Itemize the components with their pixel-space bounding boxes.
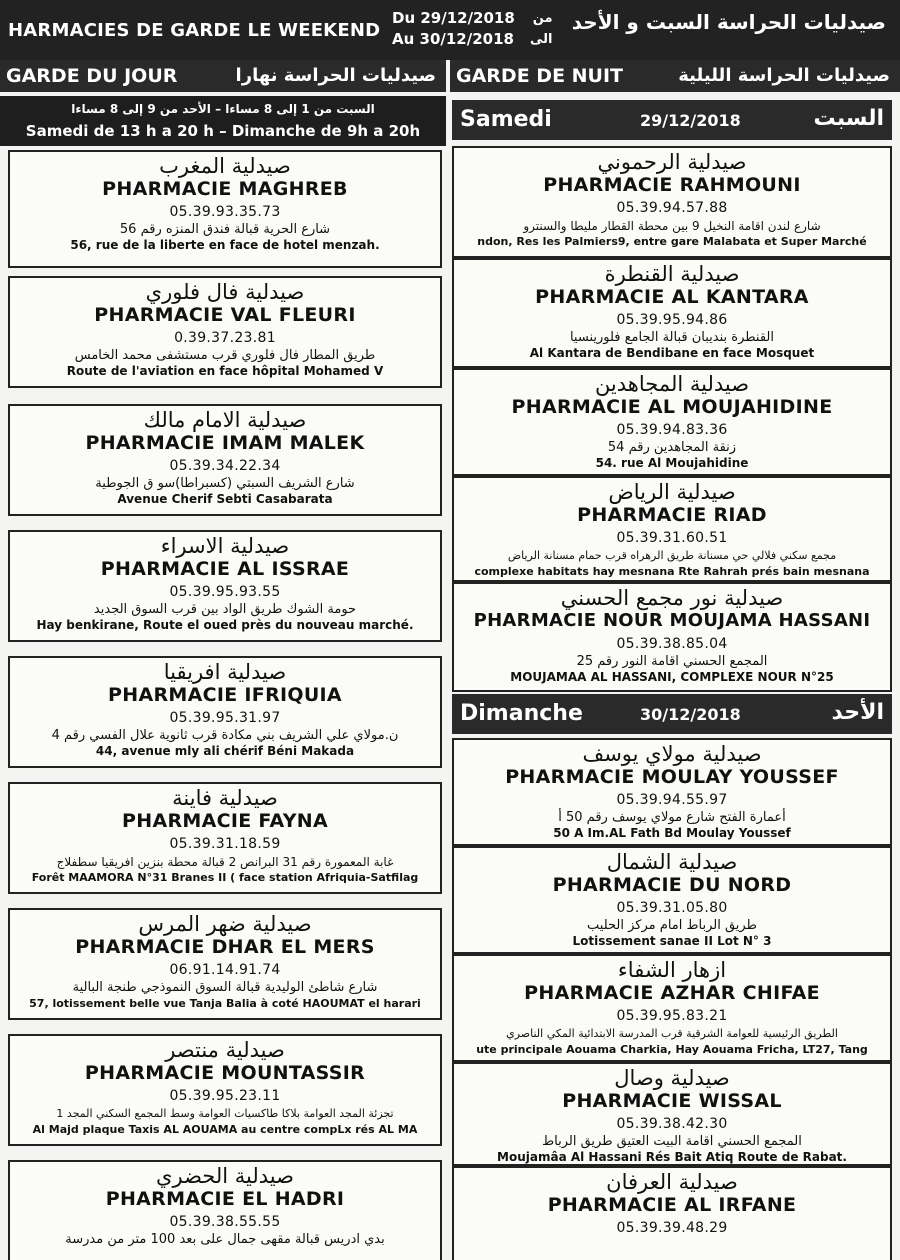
pharmacy-address-ar: المجمع الحسني اقامة النور رقم 25 bbox=[576, 654, 768, 669]
sunday-label-fr: Dimanche bbox=[460, 701, 583, 726]
pharmacy-address-ar: مجمع سكني فلالي حي مسنانة طريق الرهراه قرب حمام مسنانة الرياض bbox=[507, 549, 837, 562]
sunday-pharmacy-card bbox=[452, 954, 892, 1062]
pharmacy-name-fr: PHARMACIE DHAR EL MERS bbox=[75, 936, 375, 958]
pharmacy-phone: 05.39.31.18.59 bbox=[169, 836, 281, 852]
pharmacy-name-ar: صيدلية مولاي يوسف bbox=[582, 742, 762, 766]
day-pharmacy-card bbox=[8, 782, 442, 894]
sunday-date: 30/12/2018 bbox=[640, 705, 741, 724]
pharmacy-name-ar: صيدلية منتصر bbox=[165, 1038, 285, 1062]
header-date-from: Du 29/12/2018 bbox=[392, 9, 515, 27]
header-ar-to: الى bbox=[530, 32, 553, 47]
header-title-fr: HARMACIES DE GARDE LE WEEKEND bbox=[8, 20, 381, 41]
pharmacy-phone: 05.39.95.93.55 bbox=[169, 584, 281, 600]
pharmacy-name-fr: PHARMACIE AL ISSRAE bbox=[100, 558, 350, 580]
pharmacy-name-ar: صيدلية ضهر المرس bbox=[138, 912, 312, 936]
pharmacy-phone: 05.39.31.60.51 bbox=[616, 530, 728, 546]
saturday-header bbox=[452, 100, 892, 140]
sunday-pharmacy-card bbox=[452, 1062, 892, 1166]
pharmacy-name-ar: صيدلية فاينة bbox=[172, 786, 278, 810]
pharmacy-address-fr: Hay benkirane, Route el oued près du nouveau marché. bbox=[36, 618, 414, 632]
pharmacy-address-ar: تجزئة المجد العوامة بلاكا طاكسيات العوامة وسط المجمع السكني المجد 1 bbox=[56, 1107, 394, 1120]
pharmacy-phone: 06.91.14.91.74 bbox=[169, 962, 281, 978]
pharmacy-name-fr: PHARMACIE RAHMOUNI bbox=[543, 174, 801, 196]
pharmacy-name-ar: صيدلية وصال bbox=[614, 1066, 730, 1090]
pharmacy-name-fr: PHARMACIE WISSAL bbox=[562, 1090, 782, 1112]
pharmacy-name-ar: صيدلية افريقيا bbox=[163, 660, 287, 684]
pharmacy-phone: 05.39.95.83.21 bbox=[616, 1008, 728, 1024]
pharmacy-name-ar: صيدلية نور مجمع الحسني bbox=[560, 586, 784, 610]
pharmacy-phone: 05.39.34.22.34 bbox=[169, 458, 281, 474]
pharmacy-phone: 05.39.94.57.88 bbox=[616, 200, 728, 216]
pharmacy-name-ar: صيدلية الرحموني bbox=[597, 150, 747, 174]
pharmacy-name-ar: صيدلية العرفان bbox=[606, 1170, 738, 1194]
pharmacy-name-fr: PHARMACIE AL MOUJAHIDINE bbox=[511, 396, 833, 418]
pharmacy-name-fr: PHARMACIE MOULAY YOUSSEF bbox=[505, 766, 839, 788]
saturday-label-fr: Samedi bbox=[460, 107, 552, 132]
pharmacy-address-ar: حومة الشوك طريق الواد بين قرب السوق الجديد bbox=[93, 602, 357, 617]
day-pharmacy-card bbox=[8, 530, 442, 642]
pharmacy-address-ar: الطريق الرئيسية للعوامة الشرقية قرب المدرسة الابتدائية المكي الناصري bbox=[506, 1027, 838, 1040]
pharmacy-address-fr: Al Majd plaque Taxis AL AOUAMA au centre compLx rés AL MA bbox=[32, 1123, 418, 1136]
saturday-date: 29/12/2018 bbox=[640, 111, 741, 130]
pharmacy-name-ar: صيدلية الشمال bbox=[606, 850, 738, 874]
day-guard-label-ar: صيدليات الحراسة نهارا bbox=[235, 65, 436, 86]
day-guard-hours-fr: Samedi de 13 h a 20 h – Dimanche de 9h a 20h bbox=[25, 122, 421, 140]
pharmacy-name-fr: PHARMACIE DU NORD bbox=[552, 874, 792, 896]
pharmacy-address-fr: Moujamâa Al Hassani Rés Bait Atiq Route de Rabat. bbox=[497, 1150, 847, 1164]
pharmacy-address-fr: Lotissement sanae II Lot N° 3 bbox=[572, 934, 772, 948]
day-guard-bar bbox=[0, 60, 446, 92]
pharmacy-address-fr: Avenue Cherif Sebti Casabarata bbox=[117, 492, 333, 506]
pharmacy-name-ar: صيدلية الاسراء bbox=[160, 534, 290, 558]
pharmacy-name-fr: PHARMACIE AL KANTARA bbox=[535, 286, 809, 308]
pharmacy-name-fr: PHARMACIE MAGHREB bbox=[102, 178, 348, 200]
pharmacy-name-ar: صيدلية المجاهدين bbox=[594, 372, 750, 396]
pharmacy-address-fr: Al Kantara de Bendibane en face Mosquet bbox=[529, 346, 815, 360]
day-pharmacy-card bbox=[8, 1160, 442, 1260]
pharmacy-address-ar: المجمع الحسني اقامة البيت العتيق طريق الرباط bbox=[542, 1134, 802, 1149]
pharmacy-address-ar: شارع الحرية قبالة فندق المنزه رقم 56 bbox=[119, 222, 331, 237]
pharmacy-address-ar: زنقة المجاهدين رقم 54 bbox=[607, 440, 737, 455]
pharmacy-address-fr: MOUJAMAA AL HASSANI, COMPLEXE NOUR N°25 bbox=[510, 670, 834, 684]
day-guard-hours-ar: السبت من 1 إلى 8 مساءا – الأحد من 9 إلى 8 مساءا bbox=[71, 102, 375, 116]
pharmacy-name-fr: PHARMACIE RIAD bbox=[577, 504, 767, 526]
pharmacy-phone: 05.39.38.85.04 bbox=[616, 636, 728, 652]
sunday-pharmacy-card bbox=[452, 846, 892, 954]
pharmacy-phone: 0.39.37.23.81 bbox=[174, 330, 276, 346]
pharmacy-name-ar: صيدلية الرياض bbox=[608, 480, 736, 504]
saturday-label-ar: السبت bbox=[813, 106, 884, 131]
sunday-pharmacy-card bbox=[452, 1166, 892, 1260]
day-pharmacy-card bbox=[8, 404, 442, 516]
pharmacy-phone: 05.39.95.31.97 bbox=[169, 710, 281, 726]
day-guard-label-fr: GARDE DU JOUR bbox=[6, 65, 178, 87]
pharmacy-phone: 05.39.95.94.86 bbox=[616, 312, 728, 328]
pharmacy-phone: 05.39.93.35.73 bbox=[169, 204, 281, 220]
day-pharmacy-card bbox=[8, 908, 442, 1020]
pharmacy-phone: 05.39.95.23.11 bbox=[169, 1088, 281, 1104]
pharmacy-name-fr: PHARMACIE IMAM MALEK bbox=[85, 432, 365, 454]
saturday-pharmacy-card bbox=[452, 368, 892, 476]
header-date-to: Au 30/12/2018 bbox=[392, 30, 514, 48]
pharmacy-address-fr: ute principale Aouama Charkia, Hay Aouama Fricha, LT27, Tang bbox=[476, 1043, 868, 1056]
pharmacy-name-fr: PHARMACIE AL IRFANE bbox=[547, 1194, 797, 1216]
header-dates-ar bbox=[530, 8, 553, 50]
day-pharmacy-card bbox=[8, 1034, 442, 1146]
day-pharmacy-card bbox=[8, 656, 442, 768]
pharmacy-address-ar: شارع الشريف السبتي (كسبراطا)سو ق الجوطية bbox=[95, 476, 355, 491]
pharmacy-address-ar: ن.مولاي علي الشريف بني مكادة قرب ثانوية علال الفسي رقم 4 bbox=[51, 728, 399, 743]
pharmacy-address-fr: 57, lotissement belle vue Tanja Balia à coté HAOUMAT el harari bbox=[29, 997, 421, 1010]
pharmacy-phone: 05.39.38.42.30 bbox=[616, 1116, 728, 1132]
pharmacy-name-fr: PHARMACIE FAYNA bbox=[122, 810, 328, 832]
pharmacy-phone: 05.39.94.83.36 bbox=[616, 422, 728, 438]
pharmacy-name-fr: PHARMACIE NOUR MOUJAMA HASSANI bbox=[473, 610, 871, 631]
pharmacy-phone: 05.39.31.05.80 bbox=[616, 900, 728, 916]
saturday-pharmacy-card bbox=[452, 476, 892, 582]
pharmacy-address-fr: 50 A Im.AL Fath Bd Moulay Youssef bbox=[553, 826, 791, 840]
day-pharmacy-card bbox=[8, 150, 442, 268]
pharmacy-name-fr: PHARMACIE MOUNTASSIR bbox=[84, 1062, 366, 1084]
sunday-label-ar: الأحد bbox=[831, 700, 884, 725]
pharmacy-address-fr: Forêt MAAMORA N°31 Branes II ( face station Afriquia-Satfilag bbox=[31, 871, 419, 884]
saturday-pharmacy-card bbox=[452, 582, 892, 692]
night-guard-label-fr: GARDE DE NUIT bbox=[456, 65, 624, 87]
pharmacy-address-fr: 56, rue de la liberte en face de hotel menzah. bbox=[70, 238, 380, 252]
pharmacy-name-fr: PHARMACIE AZHAR CHIFAE bbox=[524, 982, 820, 1004]
day-guard-hours bbox=[0, 96, 446, 146]
night-guard-bar bbox=[450, 60, 900, 92]
pharmacy-address-fr: complexe habitats hay mesnana Rte Rahrah prés bain mesnana bbox=[474, 565, 870, 578]
pharmacy-address-fr: Route de l'aviation en face hôpital Mohamed V bbox=[66, 364, 384, 378]
day-pharmacy-card bbox=[8, 276, 442, 388]
pharmacy-address-ar: شارع لندن اقامة النخيل 9 بين محطة القطار مليطا والسنترو bbox=[523, 219, 821, 233]
header-title-ar: صيدليات الحراسة السبت و الأحد bbox=[571, 10, 886, 34]
pharmacy-address-fr: 54. rue Al Moujahidine bbox=[595, 456, 749, 470]
pharmacy-address-ar: طريق الرباط امام مركز الحليب bbox=[587, 918, 757, 933]
pharmacy-address-ar: بدي ادريس قبالة مقهى جمال على بعد 100 متر من مدرسة bbox=[65, 1232, 385, 1247]
pharmacy-name-ar: صيدلية الامام مالك bbox=[143, 408, 307, 432]
pharmacy-phone: 05.39.38.55.55 bbox=[169, 1214, 281, 1230]
sunday-pharmacy-card bbox=[452, 738, 892, 846]
pharmacy-address-fr: ndon, Res les Palmiers9, entre gare Malabata et Super Marché bbox=[477, 235, 867, 248]
pharmacy-name-ar: صيدلية المغرب bbox=[159, 154, 291, 178]
page-header bbox=[0, 0, 900, 60]
pharmacy-name-ar: ازهار الشفاء bbox=[617, 958, 727, 982]
pharmacy-address-ar: شارع شاطئ الوليدية قبالة السوق النموذجي طنجة البالية bbox=[72, 980, 378, 995]
night-guard-label-ar: صيدليات الحراسة الليلية bbox=[678, 65, 890, 86]
pharmacy-name-ar: صيدلية الحضري bbox=[156, 1164, 294, 1188]
pharmacy-address-ar: أعمارة الفتح شارع مولاي يوسف رقم 50 أ bbox=[558, 810, 786, 825]
sunday-header bbox=[452, 694, 892, 734]
pharmacy-name-fr: PHARMACIE EL HADRI bbox=[105, 1188, 345, 1210]
pharmacy-address-fr: 44, avenue mly ali chérif Béni Makada bbox=[95, 744, 355, 758]
pharmacy-phone: 05.39.94.55.97 bbox=[616, 792, 728, 808]
pharmacy-name-fr: PHARMACIE VAL FLEURI bbox=[94, 304, 356, 326]
pharmacy-name-fr: PHARMACIE IFRIQUIA bbox=[108, 684, 342, 706]
header-ar-from: من bbox=[532, 11, 553, 26]
pharmacy-name-ar: صيدلية القنطرة bbox=[604, 262, 740, 286]
pharmacy-address-ar: القنطرة بنديبان قبالة الجامع فلورينسيا bbox=[569, 330, 775, 345]
pharmacy-name-ar: صيدلية فال فلوري bbox=[145, 280, 305, 304]
pharmacy-address-ar: طريق المطار فال فلوري قرب مستشفى محمد الخامس bbox=[74, 348, 376, 363]
pharmacy-phone: 05.39.39.48.29 bbox=[616, 1220, 728, 1236]
pharmacy-address-ar: غابة المعمورة رقم 31 البرانص 2 قبالة محطة بنزين افريقيا سطفلاج bbox=[56, 855, 394, 869]
saturday-pharmacy-card bbox=[452, 258, 892, 368]
header-dates bbox=[392, 8, 515, 50]
saturday-pharmacy-card bbox=[452, 146, 892, 258]
